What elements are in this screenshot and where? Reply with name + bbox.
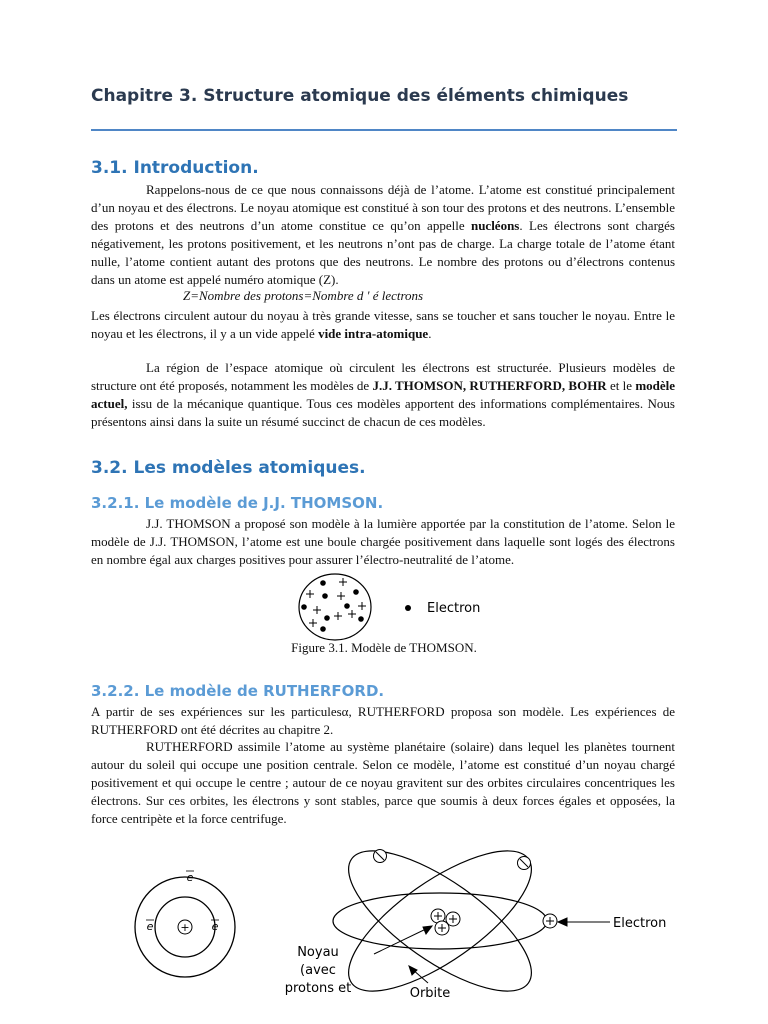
- section-heading-atomic-models: 3.2. Les modèles atomiques.: [91, 458, 366, 478]
- intro-paragraph-2-text-a: Les électrons circulent autour du noyau à très grande vitesse, sans se toucher et sans toucher le noyau. Entre le noyau et les électrons, il y a un vide appelé: [91, 308, 675, 341]
- figure-caption-thomson: Figure 3.1. Modèle de THOMSON.: [291, 640, 477, 655]
- rutherford-paragraph-2: RUTHERFORD assimile l’atome au système planétaire (solaire) dans lequel les planètes tournent autour du soleil qui occupe une position centrale. Selon ce modèle, l’atome est constitué d’un noyau chargé positivement et qui occupe le centre ; autour de ce noyau gravitent sur des orbites circulaires concentriques les électrons. Sur ces orbites, les électrons y sont stables, parce que soumis à deux forces égales et opposées, la force centripète et la force centrifuge.: [91, 739, 675, 826]
- rutherford-planetary-figure: [270, 842, 690, 1012]
- electron-symbol-left: e: [146, 920, 154, 933]
- label-orbite: Orbite: [409, 986, 451, 1001]
- atomic-number-equation: Z=Nombre des protons=Nombre d ' é lectrons: [183, 288, 424, 303]
- label-noyau-line-1: Noyau: [297, 945, 339, 960]
- thomson-electrons: [301, 580, 364, 632]
- term-model-names: J.J. THOMSON, RUTHERFORD, BOHR: [372, 378, 607, 393]
- label-noyau-line-2: (avec: [300, 963, 336, 978]
- intro-paragraph-3-text-a: La région de l’espace atomique où circulent les électrons est structurée. Plusieurs modèles de structure ont été proposés, notamment les modèles de: [91, 360, 675, 393]
- title-underline: [91, 129, 677, 131]
- intro-paragraph-2: [91, 307, 675, 343]
- intro-paragraph-1-text-b: . Les électrons sont chargés négativement, les protons positivement, et les neutrons n’ont pas de charge. La charge totale de l’atome étant nulle, l’atome contient autant des protons que des neutrons. Le nombre des protons ou d’électrons contenus dans un atome est appelé numéro atomique (Z).: [91, 218, 675, 287]
- label-electron: Electron: [613, 916, 667, 931]
- legend-electron-label: Electron: [427, 601, 481, 616]
- intro-paragraph-3-text-b: et le: [606, 378, 636, 393]
- intro-paragraph-1: [91, 181, 675, 289]
- thomson-paragraph: J.J. THOMSON a proposé son modèle à la lumière apportée par la constitution de l’atome. Selon le modèle de J.J. THOMSON, l’atome est une boule chargée positivement dans laquelle sont logés des électrons en nombre égal aux charges positives pour assurer l’électro-neutralité de l’atome.: [91, 516, 675, 567]
- thomson-model-figure: [290, 572, 530, 642]
- term-modele-actuel: modèle actuel,: [91, 378, 676, 411]
- label-arrows: [374, 918, 610, 983]
- subsection-heading-rutherford: 3.2.2. Le modèle de RUTHERFORD.: [91, 682, 385, 700]
- term-vide-intra-atomique: vide intra-atomique: [318, 326, 429, 341]
- rutherford-concentric-figure: [130, 868, 245, 986]
- nucleus-cluster: [431, 909, 460, 935]
- nucleus-sign: +: [180, 921, 190, 934]
- intro-paragraph-1-text-a: Rappelons-nous de ce que nous connaissons déjà de l’atome. L’atome est constitué principalement d’un noyau et des électrons. Le noyau atomique est constitué à son tour des protons et des neutrons. L’ensemble des protons et des neutrons d’un atome constitue ce qu’on appelle: [91, 182, 675, 233]
- electron-symbol-right: e: [211, 920, 219, 933]
- chapter-title: Chapitre 3. Structure atomique des éléments chimiques: [91, 86, 629, 106]
- term-nucleons: nucléons: [470, 218, 520, 233]
- legend-electron-dot: [405, 605, 411, 611]
- rutherford-paragraph-1: A partir de ses expériences sur les particulesα, RUTHERFORD proposa son modèle. Les expériences de RUTHERFORD ont été décrites au chapitre 2.: [91, 704, 675, 737]
- label-noyau-line-3: protons et: [284, 981, 352, 996]
- subsection-heading-thomson: 3.2.1. Le modèle de J.J. THOMSON.: [91, 494, 384, 512]
- section-heading-introduction: 3.1. Introduction.: [91, 158, 259, 178]
- thomson-sphere: [299, 574, 371, 640]
- electron-symbol-top: e: [186, 871, 194, 884]
- intro-paragraph-3-text-c: issu de la mécanique quantique. Tous ces modèles apportent des informations complémentaires. Nous présentons ainsi dans la suite un résumé succinct de chacun de ces modèles.: [91, 396, 675, 429]
- intro-paragraph-2-text-b: .: [428, 326, 432, 341]
- intro-paragraph-3: [91, 359, 675, 431]
- thomson-plus-charges: [306, 578, 366, 627]
